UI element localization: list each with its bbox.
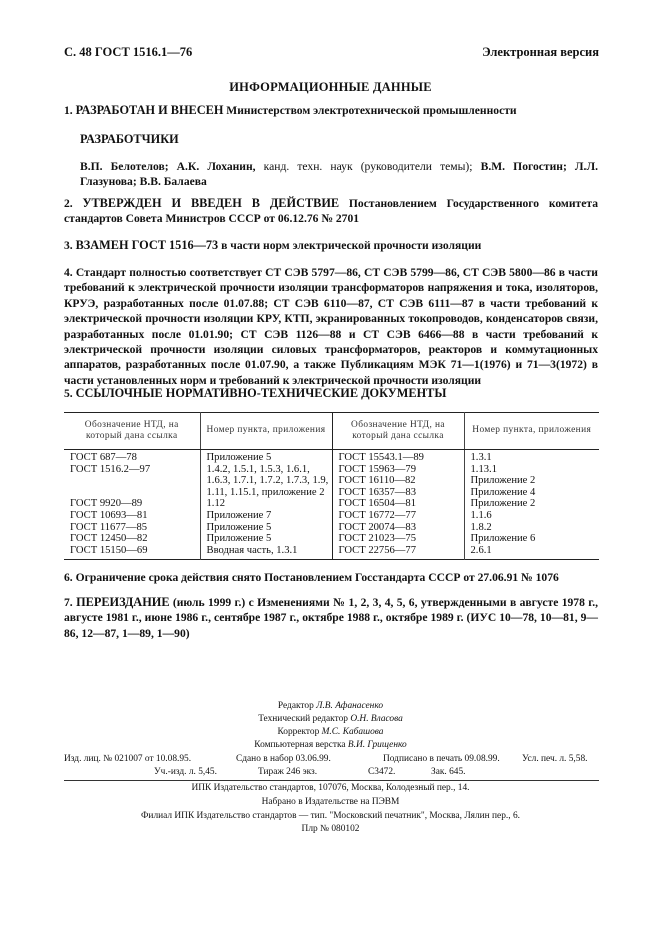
developers-names xyxy=(80,159,598,190)
item-7 xyxy=(64,595,598,641)
cell-line: ГОСТ 15963—79 xyxy=(338,463,416,475)
table-cell-refs-left xyxy=(200,450,332,560)
cell-line: ГОСТ 15543.1—89 xyxy=(338,452,424,463)
item-6 xyxy=(64,570,598,585)
cell-line: Вводная часть, 1.3.1 xyxy=(206,544,298,556)
footer-divider xyxy=(64,780,599,781)
credit-person: В.И. Грищенко xyxy=(347,740,407,750)
table-row xyxy=(64,450,599,560)
cell-line: 1.1.6 xyxy=(470,509,492,521)
imprint-order: Зак. 645. xyxy=(431,767,466,777)
cell-line: 1.13.1 xyxy=(470,463,497,475)
cell-line: ГОСТ 16110—82 xyxy=(338,475,416,487)
imprint-pub-sheets: Уч.-изд. л. 5,45. xyxy=(154,767,217,777)
page-header-left: С. 48 ГОСТ 1516.1—76 xyxy=(64,45,193,59)
item-number: 2. xyxy=(64,197,73,210)
credit-person: О.Н. Власова xyxy=(350,714,403,724)
credit-label: Компьютерная верстка xyxy=(254,740,346,750)
item-number: 3. xyxy=(64,239,73,252)
cell-line xyxy=(70,475,197,487)
credit-editor xyxy=(0,700,661,713)
cell-line: ГОСТ 22756—77 xyxy=(338,544,416,556)
imprint-sent: Сдано в набор 03.06.99. xyxy=(236,754,331,764)
cell-line: Приложение 5 xyxy=(206,533,272,545)
item-text: Стандарт полностью соответствует СТ СЭВ 5797—86, СТ СЭВ 5799—86, СТ СЭВ 5800—86 в части требований к электрической прочности изоляции трансформаторов напряжения и тока, изоляторов, КРУЭ, разработанных после 01.07.88; СТ СЭВ 6110—87, СТ СЭВ 6111—87 в части требований к электрической прочности изоляции КРУ, КТП, экранированных токопроводов, конденсаторов связи, разработанных после 01.01.90; СТ СЭВ 1126—88 и СТ СЭВ 6466—88 в части требований к электрической прочности изоляции силовых трансформаторов, реакторов и коммутационных аппаратов, разработанных после 01.07.90, а также Публикациям МЭК 71—1(1976) и 71—3(1972) в части установленных норм и требований к электрической прочности изоляции xyxy=(64,266,598,387)
cell-line: 2.6.1 xyxy=(470,544,492,556)
cell-line: 1.11, 1.15.1, приложение 2 xyxy=(206,486,325,498)
cell-line xyxy=(70,487,197,499)
cell-line: ГОСТ 12450—82 xyxy=(70,533,148,545)
credit-corrector xyxy=(0,726,661,739)
cell-line: ГОСТ 9920—89 xyxy=(70,498,143,510)
cell-line: ГОСТ 687—78 xyxy=(70,452,137,463)
cell-line: ГОСТ 11677—85 xyxy=(70,521,148,533)
cell-line: ГОСТ 21023—75 xyxy=(338,533,416,545)
table-cell-docs-right xyxy=(332,450,464,560)
cell-line: 1.6.3, 1.7.1, 1.7.2, 1.7.3, 1.9, xyxy=(206,475,329,487)
cell-line: 1.8.2 xyxy=(470,521,492,533)
item-number: 5. xyxy=(64,387,73,400)
cell-line: ГОСТ 16504—81 xyxy=(338,498,416,510)
section-title: ИНФОРМАЦИОННЫЕ ДАННЫЕ xyxy=(229,80,432,94)
credit-layout xyxy=(0,739,661,752)
credit-tech-editor xyxy=(0,713,661,726)
imprint-code: С3472. xyxy=(368,767,396,777)
item-text: (июль 1999 г.) с Изменениями № 1, 2, 3, 4, 5, 6, утвержденными в августе 1978 г., августе 1981 г., июне 1986 г., сентябре 1987 г., октябре 1988 г., октябре 1989 г. (ИУС 10—78, 10—81, 9—86, 12—87, 1—89, 1—90) xyxy=(64,596,598,640)
item-5 xyxy=(64,386,598,401)
references-table xyxy=(64,412,599,560)
imprint-license: Изд. лиц. № 021007 от 10.08.95. xyxy=(64,754,192,764)
imprint-run: Тираж 246 экз. xyxy=(258,767,318,777)
item-caps: ССЫЛОЧНЫЕ НОРМАТИВНО-ТЕХНИЧЕСКИЕ ДОКУМЕНТЫ xyxy=(75,386,447,400)
table-header-cell: Обозначение НТД, на который дана ссылка xyxy=(332,413,464,450)
table-header-cell: Номер пункта, приложения xyxy=(464,413,599,450)
item-text: Ограничение срока действия снято Постановлением Госстандарта СССР от 27.06.91 № 1076 xyxy=(75,571,559,584)
cell-line: Приложение 5 xyxy=(206,452,272,463)
cell-line: 1.4.2, 1.5.1, 1.5.3, 1.6.1, xyxy=(206,463,310,475)
credit-label: Технический редактор xyxy=(258,714,348,724)
developer-role: канд. техн. наук (руководители темы); xyxy=(255,160,481,173)
developer-names-b: В.М. Погостин; Л.Л. Глазунова; В.В. Балаева xyxy=(80,160,598,189)
credit-person: Л.В. Афанасенко xyxy=(316,701,384,711)
cell-line: ГОСТ 1516.2—97 xyxy=(70,463,151,475)
cell-line: Приложение 2 xyxy=(470,475,536,487)
cell-line: 1.12 xyxy=(206,498,226,510)
credit-label: Корректор xyxy=(277,727,320,737)
cell-line: ГОСТ 10693—81 xyxy=(70,509,148,521)
cell-line: ГОСТ 16772—77 xyxy=(338,509,416,521)
table-header-cell: Обозначение НТД, на который дана ссылка xyxy=(64,413,200,450)
item-1 xyxy=(64,103,598,118)
item-4 xyxy=(64,265,598,388)
item-text: в части норм электрической прочности изоляции xyxy=(218,239,482,252)
item-caps: ПЕРЕИЗДАНИЕ xyxy=(76,595,170,609)
table-cell-refs-right xyxy=(464,450,599,560)
cell-line: Приложение 4 xyxy=(470,486,536,498)
cell-line: Приложение 2 xyxy=(470,498,536,510)
footer-license: Плр № 080102 xyxy=(301,824,360,834)
table-header-row xyxy=(64,413,599,450)
developers-heading: РАЗРАБОТЧИКИ xyxy=(80,132,179,146)
developer-names-a: В.П. Белотелов; А.К. Лоханин, xyxy=(80,160,256,173)
item-number: 6. xyxy=(64,571,73,584)
cell-line: ГОСТ 20074—83 xyxy=(338,521,416,533)
cell-line: Приложение 5 xyxy=(206,521,272,533)
cell-line: 1.3.1 xyxy=(470,452,492,463)
credit-label: Редактор xyxy=(277,701,314,711)
cell-line: ГОСТ 15150—69 xyxy=(70,544,148,556)
cell-line: Приложение 7 xyxy=(206,509,272,521)
item-text: Министерством электротехнической промышленности xyxy=(223,104,517,117)
item-number: 4. xyxy=(64,266,73,279)
table-cell-docs-left xyxy=(64,450,200,560)
item-2 xyxy=(64,196,598,227)
cell-line: ГОСТ 16357—83 xyxy=(338,486,416,498)
imprint-signed: Подписано в печать 09.08.99. xyxy=(383,754,500,764)
item-number: 1. xyxy=(64,104,73,117)
imprint-print-sheets: Усл. печ. л. 5,58. xyxy=(522,754,588,764)
footer-publisher: ИПК Издательство стандартов, 107076, Москва, Колодезный пер., 14. xyxy=(191,783,470,793)
footer-printer: Филиал ИПК Издательство стандартов — тип. "Московский печатник", Москва, Лялин пер., 6. xyxy=(141,811,520,821)
item-caps: РАЗРАБОТАН И ВНЕСЕН xyxy=(75,103,224,117)
cell-line: Приложение 6 xyxy=(470,533,536,545)
item-number: 7. xyxy=(64,596,73,609)
item-caps: ВЗАМЕН ГОСТ 1516—73 xyxy=(75,238,219,252)
item-3 xyxy=(64,238,598,253)
item-caps: УТВЕРЖДЕН И ВВЕДЕН В ДЕЙСТВИЕ xyxy=(82,196,340,210)
table-header-cell: Номер пункта, приложения xyxy=(200,413,332,450)
footer-typeset: Набрано в Издательстве на ПЭВМ xyxy=(261,797,400,807)
credit-person: М.С. Кабашова xyxy=(321,727,384,737)
page-header-right: Электронная версия xyxy=(482,45,599,59)
item-text: Постановлением Государственного комитета стандартов Совета Министров СССР от 06.12.76 № 2701 xyxy=(64,197,598,226)
